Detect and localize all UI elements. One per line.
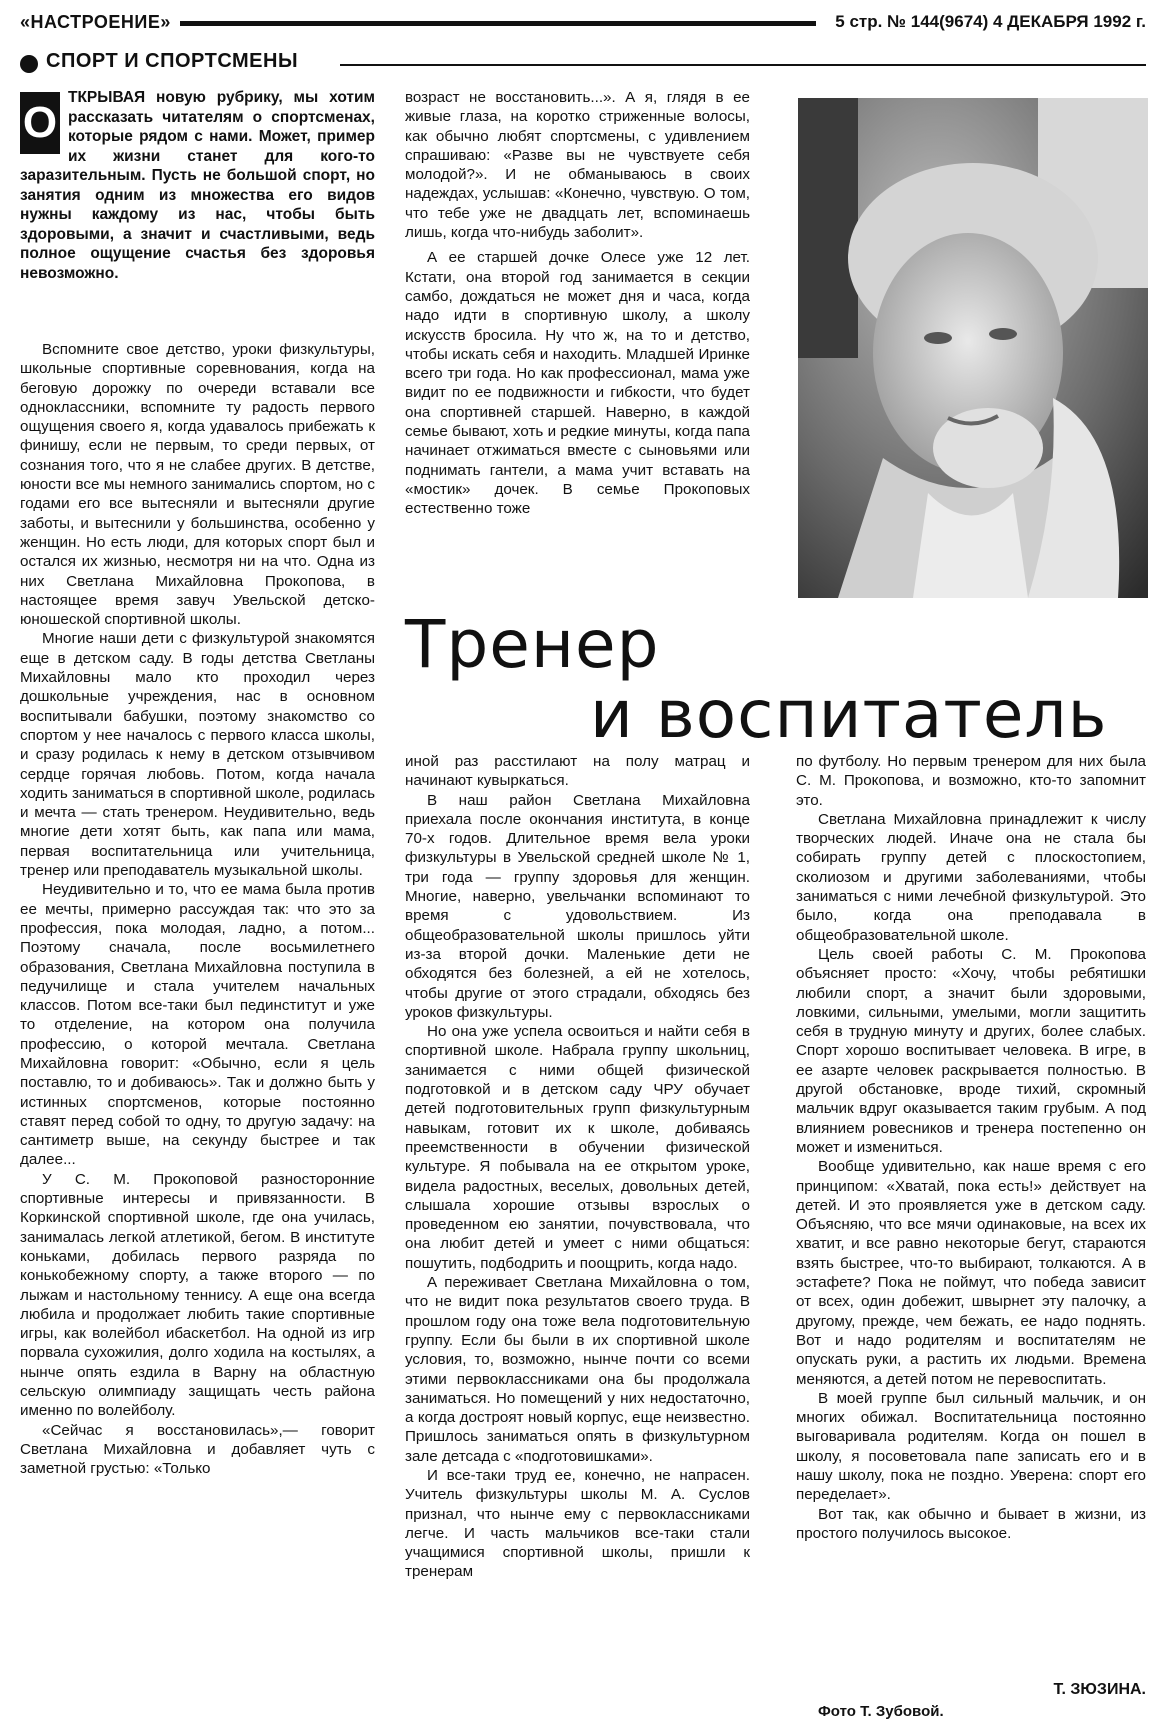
column-2-top bbox=[405, 88, 750, 519]
photo-credit: Фото Т. Зубовой. bbox=[818, 1703, 944, 1720]
paragraph: Неудивительно и то, что ее мама была против ее мечты, примерно рассуждая так: что это за профессия, пока молодая, ладно, а потом... Поэтому сначала, после восьмилетнего образования, Светлана Михайловна поступила в педучилище и стала учителем начальных классов. Потом все-таки был пединститут и уже то отделение, на котором она получила профессию, о которой мечтала. Светлана Михайловна говорит: «Обычно, если я цель поставлю, то и добиваюсь». Так и должно быть у истинных спортсменов, которые постоянно ставят перед собой то одну, то другую задачу: на сантиметр выше, на секунду быстрее и так далее... bbox=[20, 881, 375, 1169]
paragraph: иной раз расстилают на полу матрац и начинают кувыркаться. bbox=[405, 753, 750, 790]
lead-text: ТКРЫВАЯ новую рубрику, мы хотим рассказать читателям о спортсменах, которые рядом с нами. Может, пример их жизни станет для кого-то заразительным. Пусть не большой спорт, но занятия одним из множества его видов нужны каждому из нас, чтобы быть здоровыми, а значит и счастливыми, ведь полное ощущение счастья без здоровья невозможно. bbox=[20, 89, 375, 282]
article-headline bbox=[405, 606, 1145, 753]
paragraph: А ее старшей дочке Олесе уже 12 лет. Кстати, она второй год занимается в секции самбо, дождаться не может дня и часа, когда надо идти в спортивную школу, а школу искусств бросила. Ну что ж, на то и детство, чтобы искать себя и находить. Младшей Иринке всего три года. Но как профессионал, мама уже видит по ее подвижности и гибкости, что будет она спортивней старшей. Наверно, в каждой семье бывают, хоть и редкие минуты, когда папа начинает отжиматься вместе с сыновьями или поднимать гантели, а мама учит вставать на «мостик» дочек. В семье Прокоповых естественно тоже bbox=[405, 249, 750, 518]
column-3 bbox=[796, 752, 1146, 1543]
masthead bbox=[20, 10, 1146, 40]
headline-line-2: и воспитатель bbox=[590, 676, 1108, 753]
paragraph: по футболу. Но первым тренером для них была С. М. Прокопова, и возможно, кто-то запомнит это. bbox=[796, 753, 1146, 809]
column-2-bottom bbox=[405, 752, 750, 1582]
paragraph: Вообще удивительно, как наше время с его принципом: «Хватай, пока есть!» действует на детей. И это проявляется уже в детском саду. Объясняю, что все мячи одинаковые, на всех их хватит, и все равно некоторые бегут, стараются взять быстрее, что-то выбирают, толкаются. А в эстафете? Пока не поймут, что победа зависит от всех, один добежит, швырнет эту палочку, а другому, прежде, чем бежать, ее надо поднять. Вот и надо родителям и воспитателям не опускать руки, а растить их людьми. Времена меняются, а детей потом не перевоспитать. bbox=[796, 1158, 1146, 1388]
paragraph: В моей группе был сильный мальчик, и он многих обижал. Воспитательница постоянно выговаривала родителям. Когда он пошел в школу, я посоветовала папе записать его и в нашу школу, пока не поздно. Уверена: спорт его переделает». bbox=[796, 1389, 1146, 1504]
paragraph: «Сейчас я восстановилась»,— говорит Светлана Михайловна и добавляет чуть с заметной грустью: «Только bbox=[20, 1421, 375, 1478]
paragraph: А переживает Светлана Михайловна о том, что не видит пока результатов своего труда. В прошлом году она тоже вела подготовительную группу. Если бы были в их спортивной школе условия, то, возможно, нынче почти со всеми этими первоклассниками она бы продолжала заниматься. Но помещений у них недостаточно, а когда достроят новый корпус, еще неизвестно. Пришлось заниматься опять в физкультурном зале детсада с «подготовишками». bbox=[405, 1274, 750, 1465]
drop-cap: О bbox=[20, 92, 60, 154]
headline-line-1: Тренер bbox=[405, 606, 660, 683]
paragraph: Светлана Михайловна принадлежит к числу творческих людей. Иначе она не стала бы собирать группу детей с плоскостопием, сколиозом и другими заболеваниями, чтобы заниматься с ними лечебной физкультурой. Это было, когда она преподавала в общеобразовательной школе. bbox=[796, 810, 1146, 944]
portrait-photo bbox=[798, 98, 1148, 598]
paragraph: И все-таки труд ее, конечно, не напрасен. Учитель физкультуры школы М. А. Суслов признал, что нынче ему с первоклассниками легче. И часть мальчиков все-таки стали учащимися спортивной школы, пришли к тренерам bbox=[405, 1466, 750, 1581]
paragraph: Вот так, как обычно и бывает в жизни, из простого получилось высокое. bbox=[796, 1505, 1146, 1542]
paragraph: У С. М. Прокоповой разносторонние спортивные интересы и привязанности. В Коркинской спортивной школе, где она училась, занималась легкой атлетикой, бегом. В институте коньками, добилась первого разряда по конькобежному спорту, а также второго — по лыжам и настольному теннису. А еще она всегда любила и продолжает любить такие спортивные игры, как волейбол ибаскетбол. На одной из игр порвала сухожилия, долго ходила на костылях, а нынче опять ездила в Варну на областную сельскую олимпиаду защищать честь района именно по волейболу. bbox=[20, 1170, 375, 1420]
column-1 bbox=[20, 340, 375, 1479]
paragraph: Многие наши дети с физкультурой знакомятся еще в детском саду. В годы детства Светланы Михайловны мало кто проходил через дошкольные учреждения, нас в основном воспитывали бабушки, поэтому знакомство со спортом у нее началось с первого класса школы, и сразу родилась к нему в детском отзывчивом сердце горячая любовь. Потом, когда начала ходить заниматься в спортивной школе, родилась и мечта — стать тренером. Неудивительно, ведь многие дети хотят быть, как папа или мама, первая воспитательница или учительница, тренер или преподаватель музыкальной школы. bbox=[20, 630, 375, 880]
paragraph: возраст не восстановить...». А я, глядя в ее живые глаза, на коротко стриженные волосы, как обычно любят спортсмены, с удивлением спрашиваю: «Разве вы не чувствуете себя молодой?». И не обманываюсь в своих надеждах, услышав: «Конечно, чувствую. О том, что тебе уже не двадцать лет, вспоминаешь лишь, когда что-нибудь заболит». bbox=[405, 89, 750, 242]
paragraph: Но она уже успела освоиться и найти себя в спортивной школе. Набрала группу школьниц, занимается с ними общей физической подготовкой и в детском саду ЧРУ обучает детей подготовительных групп физкультурным навыкам, готовит их к школе, добиваясь преемственности в обучении физической культуре. Я побывала на ее открытом уроке, видела радостных, веселых, довольных детей, слышала хорошие отзывы взрослых о проведенном ею занятии, почувствовала, что она любит детей и умеет с ними общаться: пошутить, подбодрить и поощрить, когда надо. bbox=[405, 1023, 750, 1272]
rubric-title: СПОРТ И СПОРТСМЕНЫ bbox=[46, 50, 299, 72]
paragraph: Цель своей работы С. М. Прокопова объясняет просто: «Хочу, чтобы ребятишки любили спорт, а значит были здоровыми, ловкими, сильными, умелыми, могли защитить себя в трудную минуту и других, более слабых. Спорт хорошо воспитывает человека. В игре, в ее азарте человек раскрывается полностью. В другой обстановке, вроде тихий, скромный мальчик вдруг оказывается таким грубым. А под влиянием ровесников и тренера постепенно он может и измениться. bbox=[796, 945, 1146, 1156]
bullet-icon bbox=[20, 55, 38, 73]
article-lead bbox=[20, 88, 375, 283]
author-byline: Т. ЗЮЗИНА. bbox=[1053, 1681, 1146, 1698]
rubric-header bbox=[20, 50, 1146, 78]
newspaper-name: «НАСТРОЕНИЕ» bbox=[20, 12, 171, 32]
paragraph: В наш район Светлана Михайловна приехала после окончания института, в конце 70-х годов. Длительное время вела уроки физкультуры в Увельской средней школе № 1, три года — группу здоровья для женщин. Многие, наверно, увельчанки вспоминают то время с удовольствием. Из общеобразовательной школы пришлось уйти из-за второй дочки. Маленькие дети не обходятся без болезней, а ей не хотелось, чтобы другие от этого страдали, обходясь без уроков физкультуры. bbox=[405, 791, 750, 1021]
paragraph: Вспомните свое детство, уроки физкультуры, школьные спортивные соревнования, когда на беговую дорожку по очереди вставали все одноклассники, вспомните ту радость первого ощущения своего я, когда удавалось прибежать к финишу, если не первым, то среди первых, от сознания того, что я не слабее других. В детстве, юности все мы немного занимались спортом, но с годами его все вытесняли и вытесняли другие заботы, и вытеснили у большинства, особенно у женщин. Но есть люди, для которых спорт был и остался их жизнью, несмотря ни на что. Одна из них Светлана Михайловна Прокопова, в настоящее время завуч Увельской детско-юношеской спортивной школы. bbox=[20, 341, 375, 629]
masthead-rule bbox=[180, 21, 816, 26]
rubric-rule bbox=[340, 64, 1146, 66]
woman-portrait-image bbox=[798, 98, 1148, 598]
issue-info: 5 стр. № 144(9674) 4 ДЕКАБРЯ 1992 г. bbox=[835, 12, 1146, 31]
